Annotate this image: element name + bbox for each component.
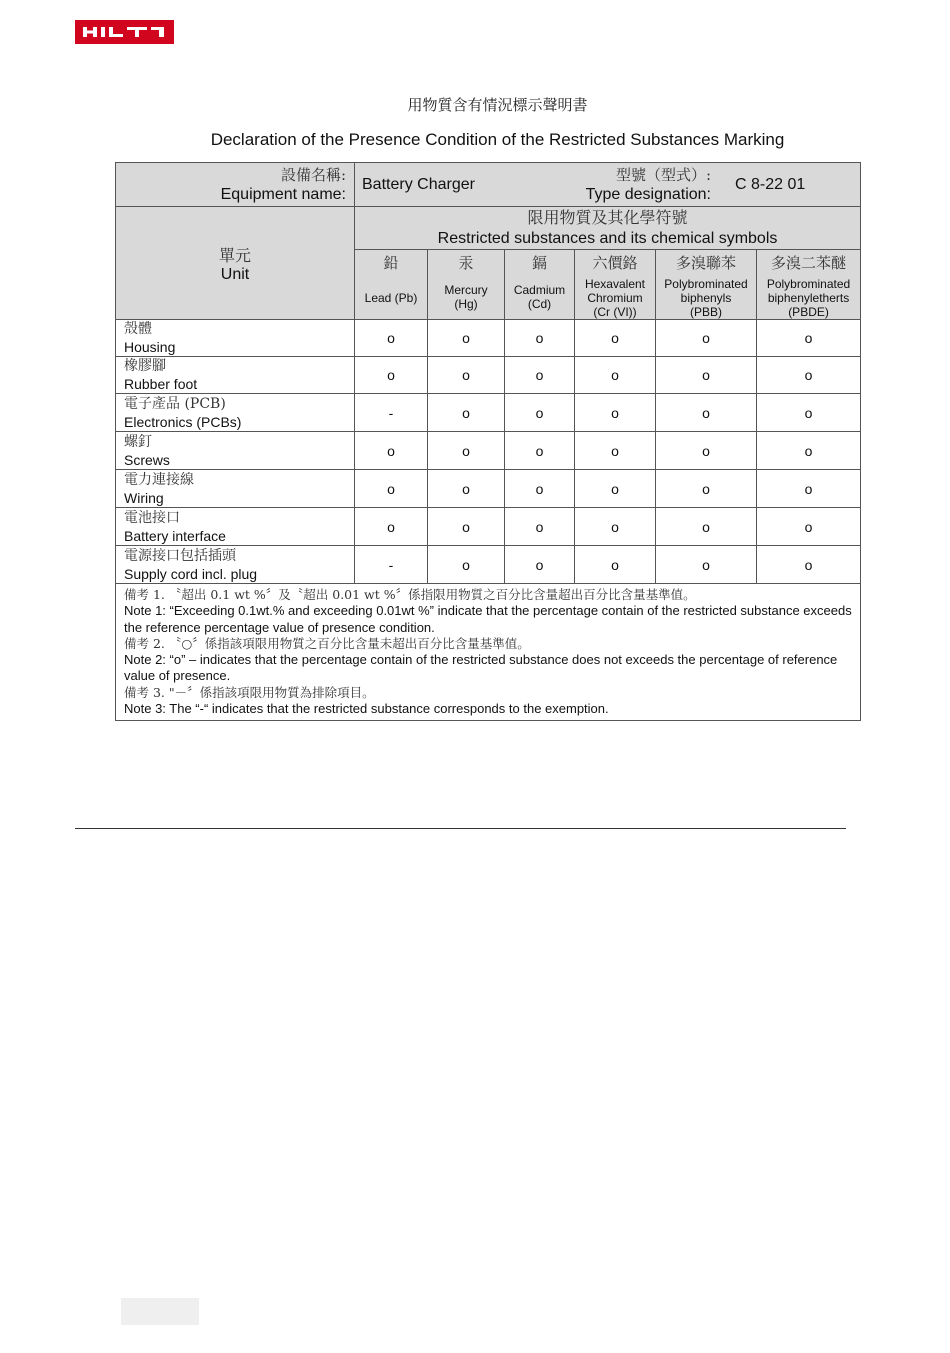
- title-english: Declaration of the Presence Condition of the Restricted Substances Marking: [210, 130, 785, 149]
- mark-cell: o: [575, 320, 656, 357]
- note1-en: Note 1: “Exceeding 0.1wt.% and exceeding 0.01wt %” indicate that the percentage contain of the restricted substance exceeds the reference percentage value of presence condition.: [124, 603, 852, 635]
- equipment-name-label: [116, 163, 355, 207]
- mark-cell: o: [355, 320, 428, 357]
- mark-cell: o: [428, 320, 505, 357]
- notes-row: [116, 584, 861, 721]
- table-row: [116, 394, 861, 432]
- row-label-zh: 電子產品 (PCB): [124, 395, 226, 412]
- page-number-box: [121, 1298, 199, 1325]
- column-zh: 多溴聯苯: [675, 254, 736, 272]
- mark-cell: o: [575, 432, 656, 470]
- row-label-rubber-foot: [116, 357, 355, 394]
- row-label-en: Battery interface: [124, 527, 226, 544]
- column-en: Lead (Pb): [364, 291, 418, 305]
- equipment-name-value: Battery Charger: [362, 175, 475, 193]
- row-label-zh: 橡膠腳: [124, 358, 166, 374]
- horizontal-divider: [75, 828, 846, 829]
- mark-cell: o: [757, 320, 861, 357]
- mark-cell: o: [428, 470, 505, 508]
- type-label-zh: 型號（型式）:: [615, 165, 711, 184]
- note1-zh: 備考 1. 〝超出 0.1 wt %〞及〝超出 0.01 wt %〞係指限用物質之百分比含量超出百分比含量基準值。: [124, 587, 696, 602]
- equipment-label-en: Equipment name:: [220, 185, 346, 203]
- mark-cell: o: [505, 320, 575, 357]
- column-en: Hexavalent Chromium (Cr (VI)): [584, 277, 646, 319]
- table-row: [116, 546, 861, 584]
- unit-zh: 單元: [218, 245, 251, 265]
- mark-cell: o: [355, 357, 428, 394]
- column-header-mercury: [428, 250, 505, 320]
- note2-en: Note 2: “o” – indicates that the percentage contain of the restricted substance does not exceeds the percentage of reference value of presence.: [124, 652, 838, 684]
- row-label-en: Wiring: [124, 489, 164, 506]
- column-zh: 鎘: [531, 254, 547, 272]
- mark-cell: o: [505, 508, 575, 546]
- restricted-en: Restricted substances and its chemical symbols: [437, 230, 778, 247]
- row-label-battery-interface: [116, 508, 355, 546]
- column-zh: 汞: [458, 254, 474, 272]
- column-zh: 鉛: [383, 254, 399, 272]
- column-header-cadmium: [505, 250, 575, 320]
- mark-cell: o: [656, 394, 757, 432]
- mark-cell: o: [656, 470, 757, 508]
- column-en: Polybrominated biphenyls (PBB): [664, 277, 748, 319]
- mark-cell: o: [575, 394, 656, 432]
- type-designation-label: [537, 165, 723, 205]
- column-header-hexavalent-chromium: [575, 250, 656, 320]
- column-zh: 多溴二苯醚: [771, 254, 847, 272]
- row-label-en: Electronics (PCBs): [124, 413, 242, 430]
- note2-zh: 備考 2. 〝○〞係指該項限用物質之百分比含量未超出百分比含量基準值。: [124, 635, 530, 651]
- table-row: [116, 470, 861, 508]
- mark-cell: o: [355, 470, 428, 508]
- note3-zh: 備考 3. "－〞係指該項限用物質為排除項目。: [124, 684, 375, 700]
- mark-cell: o: [575, 508, 656, 546]
- mark-cell: o: [355, 432, 428, 470]
- mark-cell: o: [428, 394, 505, 432]
- equipment-info-cell: [355, 163, 861, 207]
- restricted-zh: 限用物質及其化學符號: [527, 208, 688, 227]
- mark-cell: o: [505, 357, 575, 394]
- equipment-label-zh: 設備名稱:: [280, 165, 346, 184]
- column-en: Cadmium (Cd): [513, 283, 566, 311]
- column-header-pbb: [656, 250, 757, 320]
- row-label-housing: [116, 320, 355, 357]
- mark-cell: o: [575, 546, 656, 584]
- row-label-zh: 螺釘: [124, 433, 152, 450]
- table-row: [116, 508, 861, 546]
- mark-cell: -: [355, 546, 428, 584]
- mark-cell: o: [757, 546, 861, 584]
- mark-cell: o: [505, 470, 575, 508]
- restricted-substances-table: [115, 162, 861, 721]
- mark-cell: o: [656, 432, 757, 470]
- row-label-en: Screws: [124, 451, 170, 468]
- row-label-en: Rubber foot: [124, 376, 198, 392]
- row-label-zh: 電力連接線: [124, 471, 194, 488]
- equipment-row: [116, 163, 861, 207]
- column-zh: 六價鉻: [592, 254, 638, 272]
- column-en: Polybrominated biphenyletherts (PBDE): [766, 277, 851, 319]
- table-row: [116, 320, 861, 357]
- notes-cell: [116, 584, 861, 721]
- mark-cell: o: [656, 546, 757, 584]
- column-header-lead: [355, 250, 428, 320]
- mark-cell: o: [757, 508, 861, 546]
- row-label-supply-cord: [116, 546, 355, 584]
- restricted-substances-header: [355, 207, 861, 250]
- mark-cell: o: [428, 508, 505, 546]
- row-label-wiring: [116, 470, 355, 508]
- row-label-en: Housing: [124, 339, 176, 355]
- table-row: [116, 357, 861, 394]
- title-chinese: 用物質含有情況標示聲明書: [407, 96, 588, 114]
- hilti-logo: [75, 20, 174, 44]
- mark-cell: o: [505, 432, 575, 470]
- row-label-zh: 電源接口包括插頭: [124, 547, 236, 564]
- mark-cell: o: [757, 357, 861, 394]
- column-header-pbde: [757, 250, 861, 320]
- mark-cell: o: [656, 320, 757, 357]
- note3-en: Note 3: The “-“ indicates that the restricted substance corresponds to the exemption.: [124, 701, 609, 717]
- mark-cell: o: [428, 546, 505, 584]
- mark-cell: o: [575, 357, 656, 394]
- table-row: [116, 432, 861, 470]
- row-label-electronics: [116, 394, 355, 432]
- row-label-screws: [116, 432, 355, 470]
- mark-cell: o: [355, 508, 428, 546]
- row-label-zh: 殼體: [124, 321, 152, 337]
- unit-header: [116, 207, 355, 320]
- mark-cell: o: [757, 394, 861, 432]
- mark-cell: o: [428, 357, 505, 394]
- type-label-en: Type designation:: [585, 185, 711, 203]
- mark-cell: o: [757, 470, 861, 508]
- mark-cell: o: [575, 470, 656, 508]
- mark-cell: o: [505, 394, 575, 432]
- substances-header-row: [116, 207, 861, 250]
- mark-cell: -: [355, 394, 428, 432]
- unit-en: Unit: [220, 265, 250, 283]
- mark-cell: o: [656, 508, 757, 546]
- mark-cell: o: [505, 546, 575, 584]
- mark-cell: o: [428, 432, 505, 470]
- mark-cell: o: [757, 432, 861, 470]
- mark-cell: o: [656, 357, 757, 394]
- row-label-en: Supply cord incl. plug: [124, 565, 258, 582]
- column-en: Mercury (Hg): [444, 283, 488, 311]
- row-label-zh: 電池接口: [124, 509, 180, 526]
- type-designation-value: C 8-22 01: [735, 175, 806, 193]
